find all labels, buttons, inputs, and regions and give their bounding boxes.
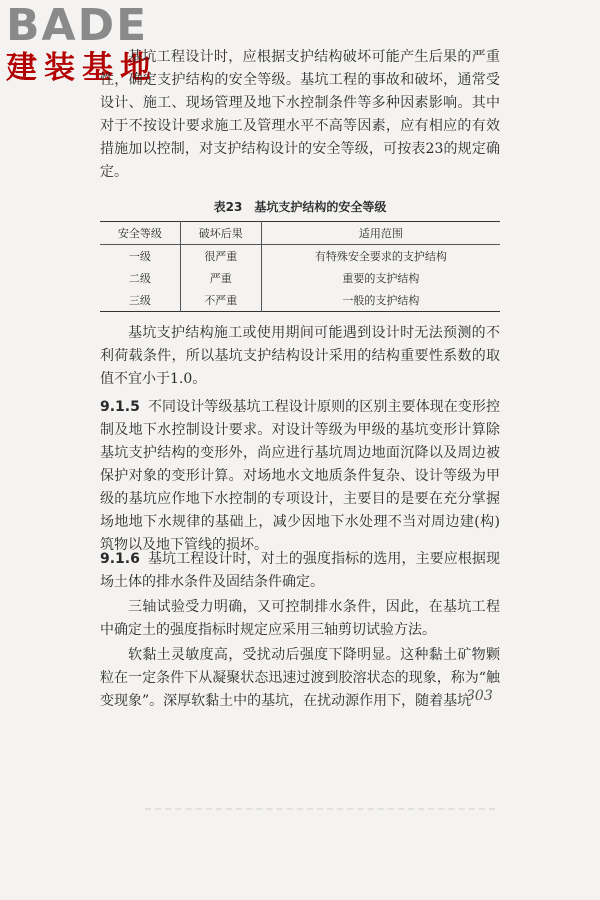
table-header-cell: 破坏后果	[180, 222, 261, 245]
table-cell: 二级	[128, 272, 151, 285]
paragraph-triaxial-test: 三轴试验受力明确，又可控制排水条件，因此，在基坑工程中确定土的强度指标时规定应采用三轴剪切试验方法。	[100, 599, 500, 638]
table-caption: 表23 基坑支护结构的安全等级	[213, 200, 387, 214]
paragraph-importance-factor: 基坑支护结构施工或使用期间可能遇到设计时无法预测的不利荷载条件，所以基坑支护结构设计采用的结构重要性系数的取值不宜小于1.0。	[100, 325, 500, 387]
table-cell: 重要的支护结构	[261, 267, 500, 289]
table-cell: 三级	[128, 294, 151, 307]
table-cell: 有特殊安全要求的支护结构	[261, 245, 500, 268]
table-cell: 很严重	[180, 245, 261, 268]
page-number: 303	[466, 688, 493, 704]
scan-artifact-line	[145, 808, 495, 812]
table-cell: 一级	[128, 250, 151, 263]
section-number: 9.1.6	[100, 551, 140, 567]
table-row	[100, 245, 500, 268]
table-header-cell: 安全等级	[117, 227, 162, 240]
table-cell: 不严重	[180, 289, 261, 312]
section-text: 基坑工程设计时，对土的强度指标的选用，主要应根据现场土体的排水条件及固结条件确定。	[100, 551, 500, 590]
table-cell: 严重	[180, 267, 261, 289]
section-text: 不同设计等级基坑工程设计原则的区别主要体现在变形控制及地下水控制设计要求。对设计等级为甲级的基坑变形计算除基坑支护结构的变形外，尚应进行基坑周边地面沉降以及周边被保护对象的变形计算。对场地水文地质条件复杂、设计等级为甲级的基坑应作地下水控制的专项设计，主要目的是要在充分掌握场地地下水规律的基础上，减少因地下水处理不当对周边建(构)筑物以及地下管线的损坏。	[100, 399, 500, 553]
table-row	[100, 289, 500, 312]
section-9-1-5	[100, 396, 500, 557]
table-header-row	[100, 222, 500, 245]
paragraph-safety-grade-intro: 基坑工程设计时，应根据支护结构破坏可能产生后果的严重性，确定支护结构的安全等级。基坑工程的事故和破坏，通常受设计、施工、现场管理及地下水控制条件等多种因素影响。其中对于不按设计要求施工及管理水平不高等因素，应有相应的有效措施加以控制，对支护结构设计的安全等级，可按表23的规定确定。	[100, 49, 500, 180]
paragraph-soft-clay: 软黏土灵敏度高，受扰动后强度下降明显。这种黏土矿物颗粒在一定条件下从凝聚状态迅速过渡到胶溶状态的现象，称为“触变现象”。深厚软黏土中的基坑，在扰动源作用下，随着基坑	[100, 647, 500, 709]
logo-text-zh: 建装基地	[6, 50, 158, 86]
section-number: 9.1.5	[100, 399, 140, 415]
table-row	[100, 267, 500, 289]
table-header-cell: 适用范围	[261, 222, 500, 245]
logo-text-en: BADE	[6, 0, 149, 51]
section-9-1-6	[100, 548, 500, 594]
table-cell: 一般的支护结构	[261, 289, 500, 312]
safety-grade-table	[100, 221, 500, 312]
